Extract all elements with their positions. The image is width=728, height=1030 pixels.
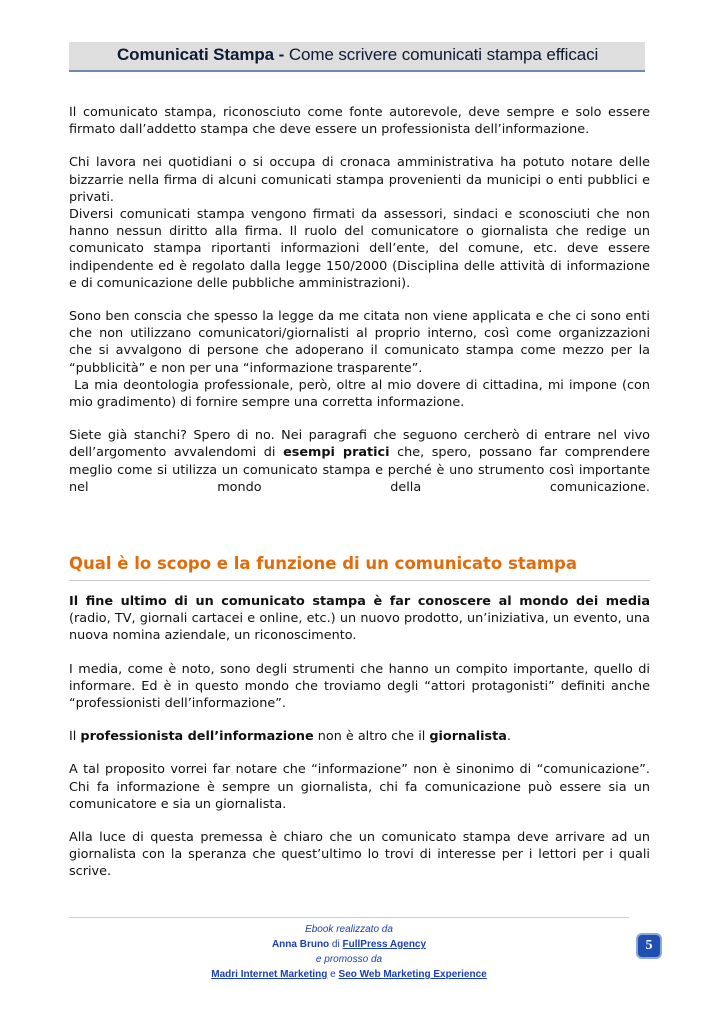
section-paragraph-5: Alla luce di questa premessa è chiaro che un comunicato stampa deve arrivare ad un giornalista con la speranza che quest’ultimo lo trovi di interesse per i lettori per i quali scrive.: [69, 830, 650, 880]
section-paragraph-1-rest: (radio, TV, giornali cartacei e online, etc.) un nuovo prodotto, un’iniziativa, un evento, una nuova nomina aziendale, un riconoscimento.: [69, 611, 650, 644]
section-paragraph-3-a: Il: [69, 729, 81, 745]
footer-di: di: [329, 939, 343, 950]
footer-divider: [69, 917, 629, 918]
paragraph-4-before: Siete già stanchi? Spero di no. Nei paragrafi che seguono cercherò di entrare nel vivo dell’argomento avvalendomi di: [69, 428, 650, 461]
footer-link-seo[interactable]: Seo Web Marketing Experience: [338, 969, 487, 980]
page-number-badge: 5: [636, 933, 662, 959]
footer-line-1: Ebook realizzato da: [305, 924, 393, 935]
body-text: [69, 104, 655, 512]
paragraph-3a: Sono ben conscia che spesso la legge da me citata non viene applicata e che ci sono enti che non utilizzano comunicatori/giornalisti al proprio interno, così come organizzazioni che si avvalgono di persone che adoperano il comunicato stampa come mezzo per la “pubblicità” e non per una “informazione trasparente”.: [69, 309, 650, 376]
section-paragraph-3-bold-1: professionista dell’informazione: [80, 729, 314, 745]
footer-e: e: [327, 969, 339, 980]
paragraph-2b: Diversi comunicati stampa vengono firmati da assessori, sindaci e sconosciuti che non hanno nessun diritto alla firma. Il ruolo del comunicatore o giornalista che redige un comunicato stampa riportanti informazioni dell’ente, del comune, etc. deve essere indipendente ed è regolato dalla legge 150/2000 (Disciplina delle attività di informazione e di comunicazione delle pubbliche amministrazioni).: [69, 207, 650, 291]
page-header: [69, 42, 645, 72]
section-paragraph-2: I media, come è noto, sono degli strumenti che hanno un compito importante, quello di informare. Ed è in questo mondo che troviamo degli “attori protagonisti” definiti anche “professionisti dell’informazione”.: [69, 661, 650, 712]
paragraph-3b: La mia deontologia professionale, però, oltre al mio dovere di cittadina, mi impone (con mio gradimento) di fornire sempre una corretta informazione.: [69, 377, 655, 411]
footer-line-2: [69, 937, 629, 952]
section-paragraph-4: A tal proposito vorrei far notare che “informazione” non è sinonimo di “comunicazione”. Chi fa informazione è sempre un giornalista, chi fa comunicazione può essere sia un comunicatore e sia un giornalista.: [69, 762, 650, 812]
paragraph-4-after: che, spero, possano far comprendere meglio come si utilizza un comunicato stampa e perché è uno strumento così importante nel mondo della comunicazione.: [69, 445, 650, 495]
footer-agency-link[interactable]: FullPress Agency: [342, 939, 427, 950]
section-body: [69, 593, 650, 897]
header-title-rest: Come scrivere comunicati stampa efficaci: [288, 45, 599, 64]
footer-line-3: e promosso da: [315, 954, 383, 965]
footer-author: Anna Bruno: [271, 939, 330, 950]
section-paragraph-1: [69, 593, 650, 645]
paragraph-4-bold: esempi pratici: [283, 445, 390, 461]
section-paragraph-3-bold-2: giornalista: [429, 729, 507, 745]
paragraph-1: Il comunicato stampa, riconosciuto come fonte autorevole, deve sempre e solo essere firmato dall’addetto stampa che deve essere un professionista dell’informazione.: [69, 105, 650, 138]
section-paragraph-1-bold: Il fine ultimo di un comunicato stampa è far conoscere al mondo dei media: [69, 594, 650, 609]
section-heading-text: Qual è lo scopo e la funzione di un comunicato stampa: [69, 554, 577, 573]
page-footer: [69, 922, 629, 982]
footer-link-madri[interactable]: Madri Internet Marketing: [211, 969, 328, 980]
section-paragraph-3-c: non è altro che il: [313, 729, 430, 745]
section-paragraph-3-e: .: [506, 729, 511, 745]
paragraph-4: [69, 427, 650, 496]
section-heading: [69, 554, 650, 581]
header-title-bold: Comunicati Stampa -: [117, 45, 289, 64]
paragraph-2a: Chi lavora nei quotidiani o si occupa di cronaca amministrativa ha potuto notare delle bizzarrie nella firma di alcuni comunicati stampa provenienti da municipi o enti pubblici e privati.: [69, 155, 650, 205]
footer-line-4: [69, 967, 629, 982]
header-title: [117, 45, 598, 65]
section-paragraph-3: [69, 728, 650, 745]
